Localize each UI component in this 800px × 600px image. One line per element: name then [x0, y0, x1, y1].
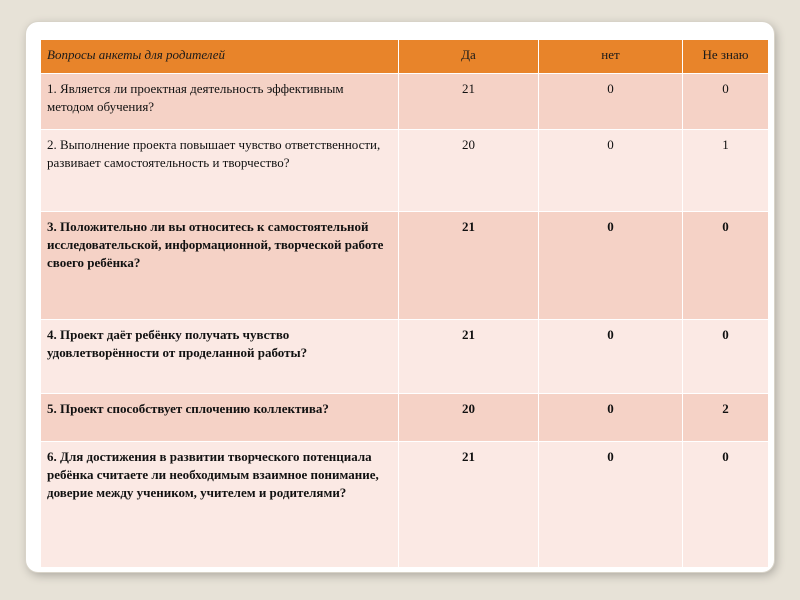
- table-row: [41, 130, 769, 212]
- no-count: 0: [539, 442, 683, 568]
- dont-know-count: 2: [683, 394, 769, 442]
- yes-count: 21: [399, 74, 539, 130]
- question-cell: 3. Положительно ли вы относитесь к самостоятельной исследовательской, информационной, творческой работе своего ребёнка?: [41, 212, 399, 320]
- dont-know-count: 0: [683, 320, 769, 394]
- dont-know-count: 1: [683, 130, 769, 212]
- header-yes: Да: [399, 40, 539, 74]
- dont-know-count: 0: [683, 212, 769, 320]
- survey-table: [40, 39, 769, 568]
- no-count: 0: [539, 212, 683, 320]
- table-row: [41, 394, 769, 442]
- yes-count: 20: [399, 394, 539, 442]
- no-count: 0: [539, 74, 683, 130]
- slide: [26, 22, 774, 572]
- yes-count: 21: [399, 212, 539, 320]
- yes-count: 20: [399, 130, 539, 212]
- no-count: 0: [539, 130, 683, 212]
- table-row: [41, 74, 769, 130]
- question-cell: 5. Проект способствует сплочению коллектива?: [41, 394, 399, 442]
- table-header-row: [41, 40, 769, 74]
- header-dont-know: Не знаю: [683, 40, 769, 74]
- header-no: нет: [539, 40, 683, 74]
- question-cell: 4. Проект даёт ребёнку получать чувство удовлетворённости от проделанной работы?: [41, 320, 399, 394]
- yes-count: 21: [399, 320, 539, 394]
- yes-count: 21: [399, 442, 539, 568]
- no-count: 0: [539, 320, 683, 394]
- question-cell: 1. Является ли проектная деятельность эффективным методом обучения?: [41, 74, 399, 130]
- question-cell: 6. Для достижения в развитии творческого потенциала ребёнка считаете ли необходимым взаимное понимание, доверие между учеником, учителем и родителями?: [41, 442, 399, 568]
- dont-know-count: 0: [683, 442, 769, 568]
- table-row: [41, 442, 769, 568]
- table-row: [41, 212, 769, 320]
- header-questions: Вопросы анкеты для родителей: [41, 40, 399, 74]
- dont-know-count: 0: [683, 74, 769, 130]
- table-row: [41, 320, 769, 394]
- no-count: 0: [539, 394, 683, 442]
- question-cell: 2. Выполнение проекта повышает чувство ответственности, развивает самостоятельность и творчество?: [41, 130, 399, 212]
